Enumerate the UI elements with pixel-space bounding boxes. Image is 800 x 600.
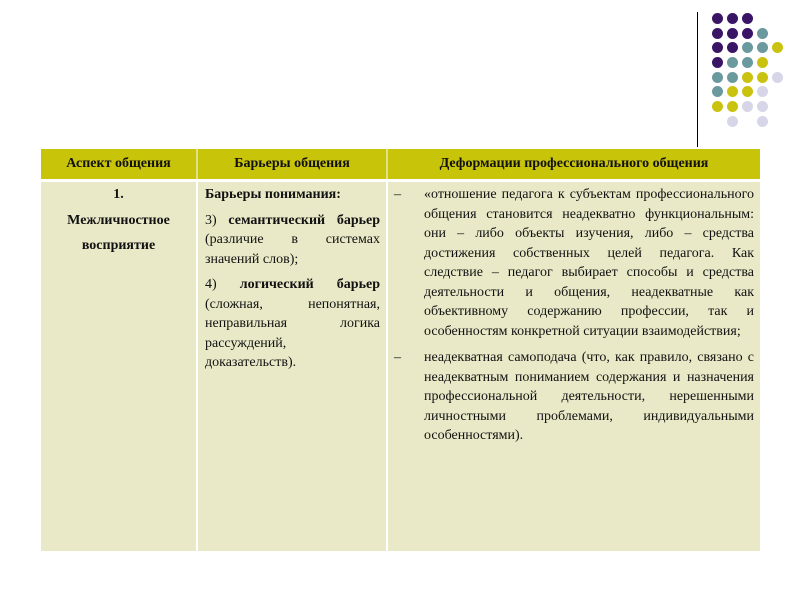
aspect-cell (41, 182, 196, 551)
decorative-dot (742, 28, 753, 39)
deformations-cell (388, 182, 760, 551)
table-row (41, 182, 760, 551)
dash-bullet: – (394, 187, 401, 202)
deformation-item (394, 348, 754, 446)
deformation-item (394, 185, 754, 341)
decorative-dot (712, 86, 723, 97)
decorative-dot (757, 57, 768, 68)
barriers-cell (198, 182, 386, 551)
decorative-dot (727, 28, 738, 39)
barrier-number: 3) (205, 212, 217, 228)
decorative-dot (742, 57, 753, 68)
decorative-dot (772, 42, 783, 53)
decorative-dot (757, 116, 768, 127)
decorative-dot (727, 101, 738, 112)
decorative-dot (742, 42, 753, 53)
decorative-dot (742, 101, 753, 112)
decorative-dot (727, 116, 738, 127)
decorative-dot (742, 86, 753, 97)
barrier-description: (сложная, непонятная, неправильная логика рассуждений, доказательств). (205, 296, 380, 370)
header-barriers: Барьеры общения (234, 156, 350, 171)
barrier-name: логический барьер (239, 277, 380, 292)
decorative-dot (727, 72, 738, 83)
decorative-dot (712, 57, 723, 68)
deformation-text: неадекватная самоподача (что, как правило, связано с неадекватным пониманием содержания и назначения профессиональной деятельности, нерешенными личностными проблемами, индивидуальными особенностями). (424, 350, 754, 443)
aspect-number: 1. (113, 187, 124, 202)
barrier-name: семантический барьер (228, 212, 381, 228)
decorative-dot (757, 86, 768, 97)
aspect-line1: Межличностное (67, 212, 170, 228)
decorative-dot (727, 57, 738, 68)
decorative-dot (757, 42, 768, 53)
decorative-dot (712, 72, 723, 83)
table-header-row (41, 149, 760, 179)
decorative-dot (757, 28, 768, 39)
decorative-dot (742, 13, 753, 24)
decorative-dot (772, 72, 783, 83)
decorative-vertical-line (697, 12, 698, 147)
decorative-dot (727, 42, 738, 53)
barrier-number: 4) (205, 277, 217, 292)
header-deformations: Деформации профессионального общения (439, 156, 709, 171)
decorative-dot (712, 28, 723, 39)
decorative-dot (727, 13, 738, 24)
decorative-dot (712, 101, 723, 112)
decorative-dot (757, 72, 768, 83)
decorative-dot (742, 72, 753, 83)
deformation-text: «отношение педагога к субъектам профессионального общения становится неадекватно функциональным: они – либо объекты изучения, либо – средства достижения собственных целей педагога. Как следствие – педагог выбирает способы и средства деятельности и общения, неадекватные как объективному содержанию профессии, так и особенностям конкретной ситуации взаимодействия; (424, 187, 754, 339)
barriers-title: Барьеры понимания: (205, 187, 341, 202)
decorative-dot (757, 101, 768, 112)
communication-table (41, 149, 760, 551)
header-aspect: Аспект общения (66, 156, 171, 171)
aspect-line2: восприятие (81, 238, 156, 253)
decorative-dot (727, 86, 738, 97)
barrier-logical (205, 275, 380, 373)
barrier-description: (различие в системах значений слов); (205, 232, 380, 267)
decorative-dot (712, 13, 723, 24)
decorative-dot (712, 42, 723, 53)
dash-bullet: – (394, 350, 401, 365)
barrier-semantic (205, 211, 380, 270)
